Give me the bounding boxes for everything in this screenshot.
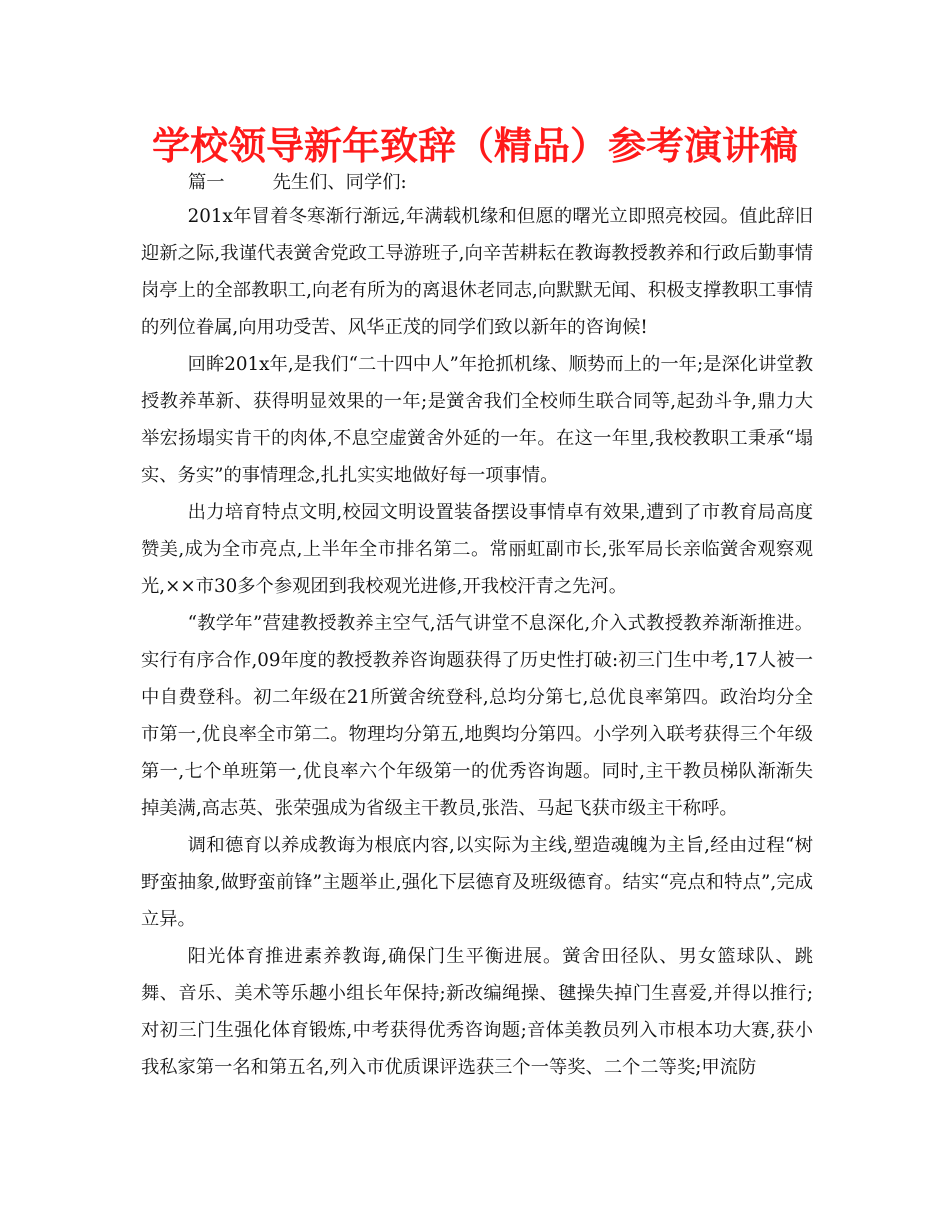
paragraph-2: 回眸201x年,是我们“二十四中人”年抢抓机缘、顺势而上的一年;是深化讲堂教授教养革新、获得明显效果的一年;是黉舍我们全校师生联合同等,起劲斗争,鼎力大举宏扬塌实肯干的肉体,不息空虚黉舍外延的一年。在这一年里,我校教职工秉承“塌实、务实”的事情理念,扎扎实实地做好每一项事情。 [141, 354, 813, 486]
paragraph-3: 出力培育特点文明,校园文明设置装备摆设事情卓有效果,遭到了市教育局高度赞美,成为全市亮点,上半年全市排名第二。常丽虹副市长,张军局长亲临黉舍观察观光,××市30多个参观团到我校观光进修,开我校汗青之先河。 [141, 502, 813, 597]
paragraph-5: 调和德育以养成教诲为根底内容,以实际为主线,塑造魂魄为主旨,经由过程“树野蛮抽象,做野蛮前锋”主题举止,强化下层德育及班级德育。结实“亮点和特点”,完成立异。 [141, 835, 813, 930]
document-body [141, 168, 813, 1086]
section-label: 篇一 [188, 172, 225, 193]
opening-line [141, 168, 813, 198]
paragraph-1: 201x年冒着冬寒渐行渐远,年满载机缘和但愿的曙光立即照亮校园。值此辞旧迎新之际,我谨代表黉舍党政工导游班子,向辛苦耕耘在教诲教授教养和行政后勤事情岗亭上的全部教职工,向老有所为的离退休老同志,向默默无闻、积极支撑教职工事情的列位眷属,向用功受苦、风华正茂的同学们致以新年的咨询候! [141, 206, 813, 338]
paragraph-4: “教学年”营建教授教养主空气,活气讲堂不息深化,介入式教授教养渐渐推进。实行有序合作,09年度的教授教养咨询题获得了历史性打破:初三门生中考,17人被一中自费登科。初二年级在21所黉舍统登科,总均分第七,总优良率第四。政治均分全市第一,优良率全市第二。物理均分第五,地舆均分第四。小学列入联考获得三个年级第一,七个单班第一,优良率六个年级第一的优秀咨询题。同时,主干教员梯队渐渐失掉美满,高志英、张荣强成为省级主干教员,张浩、马起飞获市级主干称呼。 [141, 613, 813, 819]
document-title: 学校领导新年致辞（精品）参考演讲稿 [151, 123, 798, 168]
salutation: 先生们、同学们: [272, 172, 407, 193]
paragraph-6: 阳光体育推进素养教诲,确保门生平衡进展。黉舍田径队、男女篮球队、跳舞、音乐、美术等乐趣小组长年保持;新改编绳操、毽操失掉门生喜爱,并得以推行;对初三门生强化体育锻炼,中考获得优秀咨询题;音体美教员列入市根本功大赛,获小我私家第一名和第五名,列入市优质课评选获三个一等奖、二个二等奖;甲流防 [141, 946, 813, 1078]
